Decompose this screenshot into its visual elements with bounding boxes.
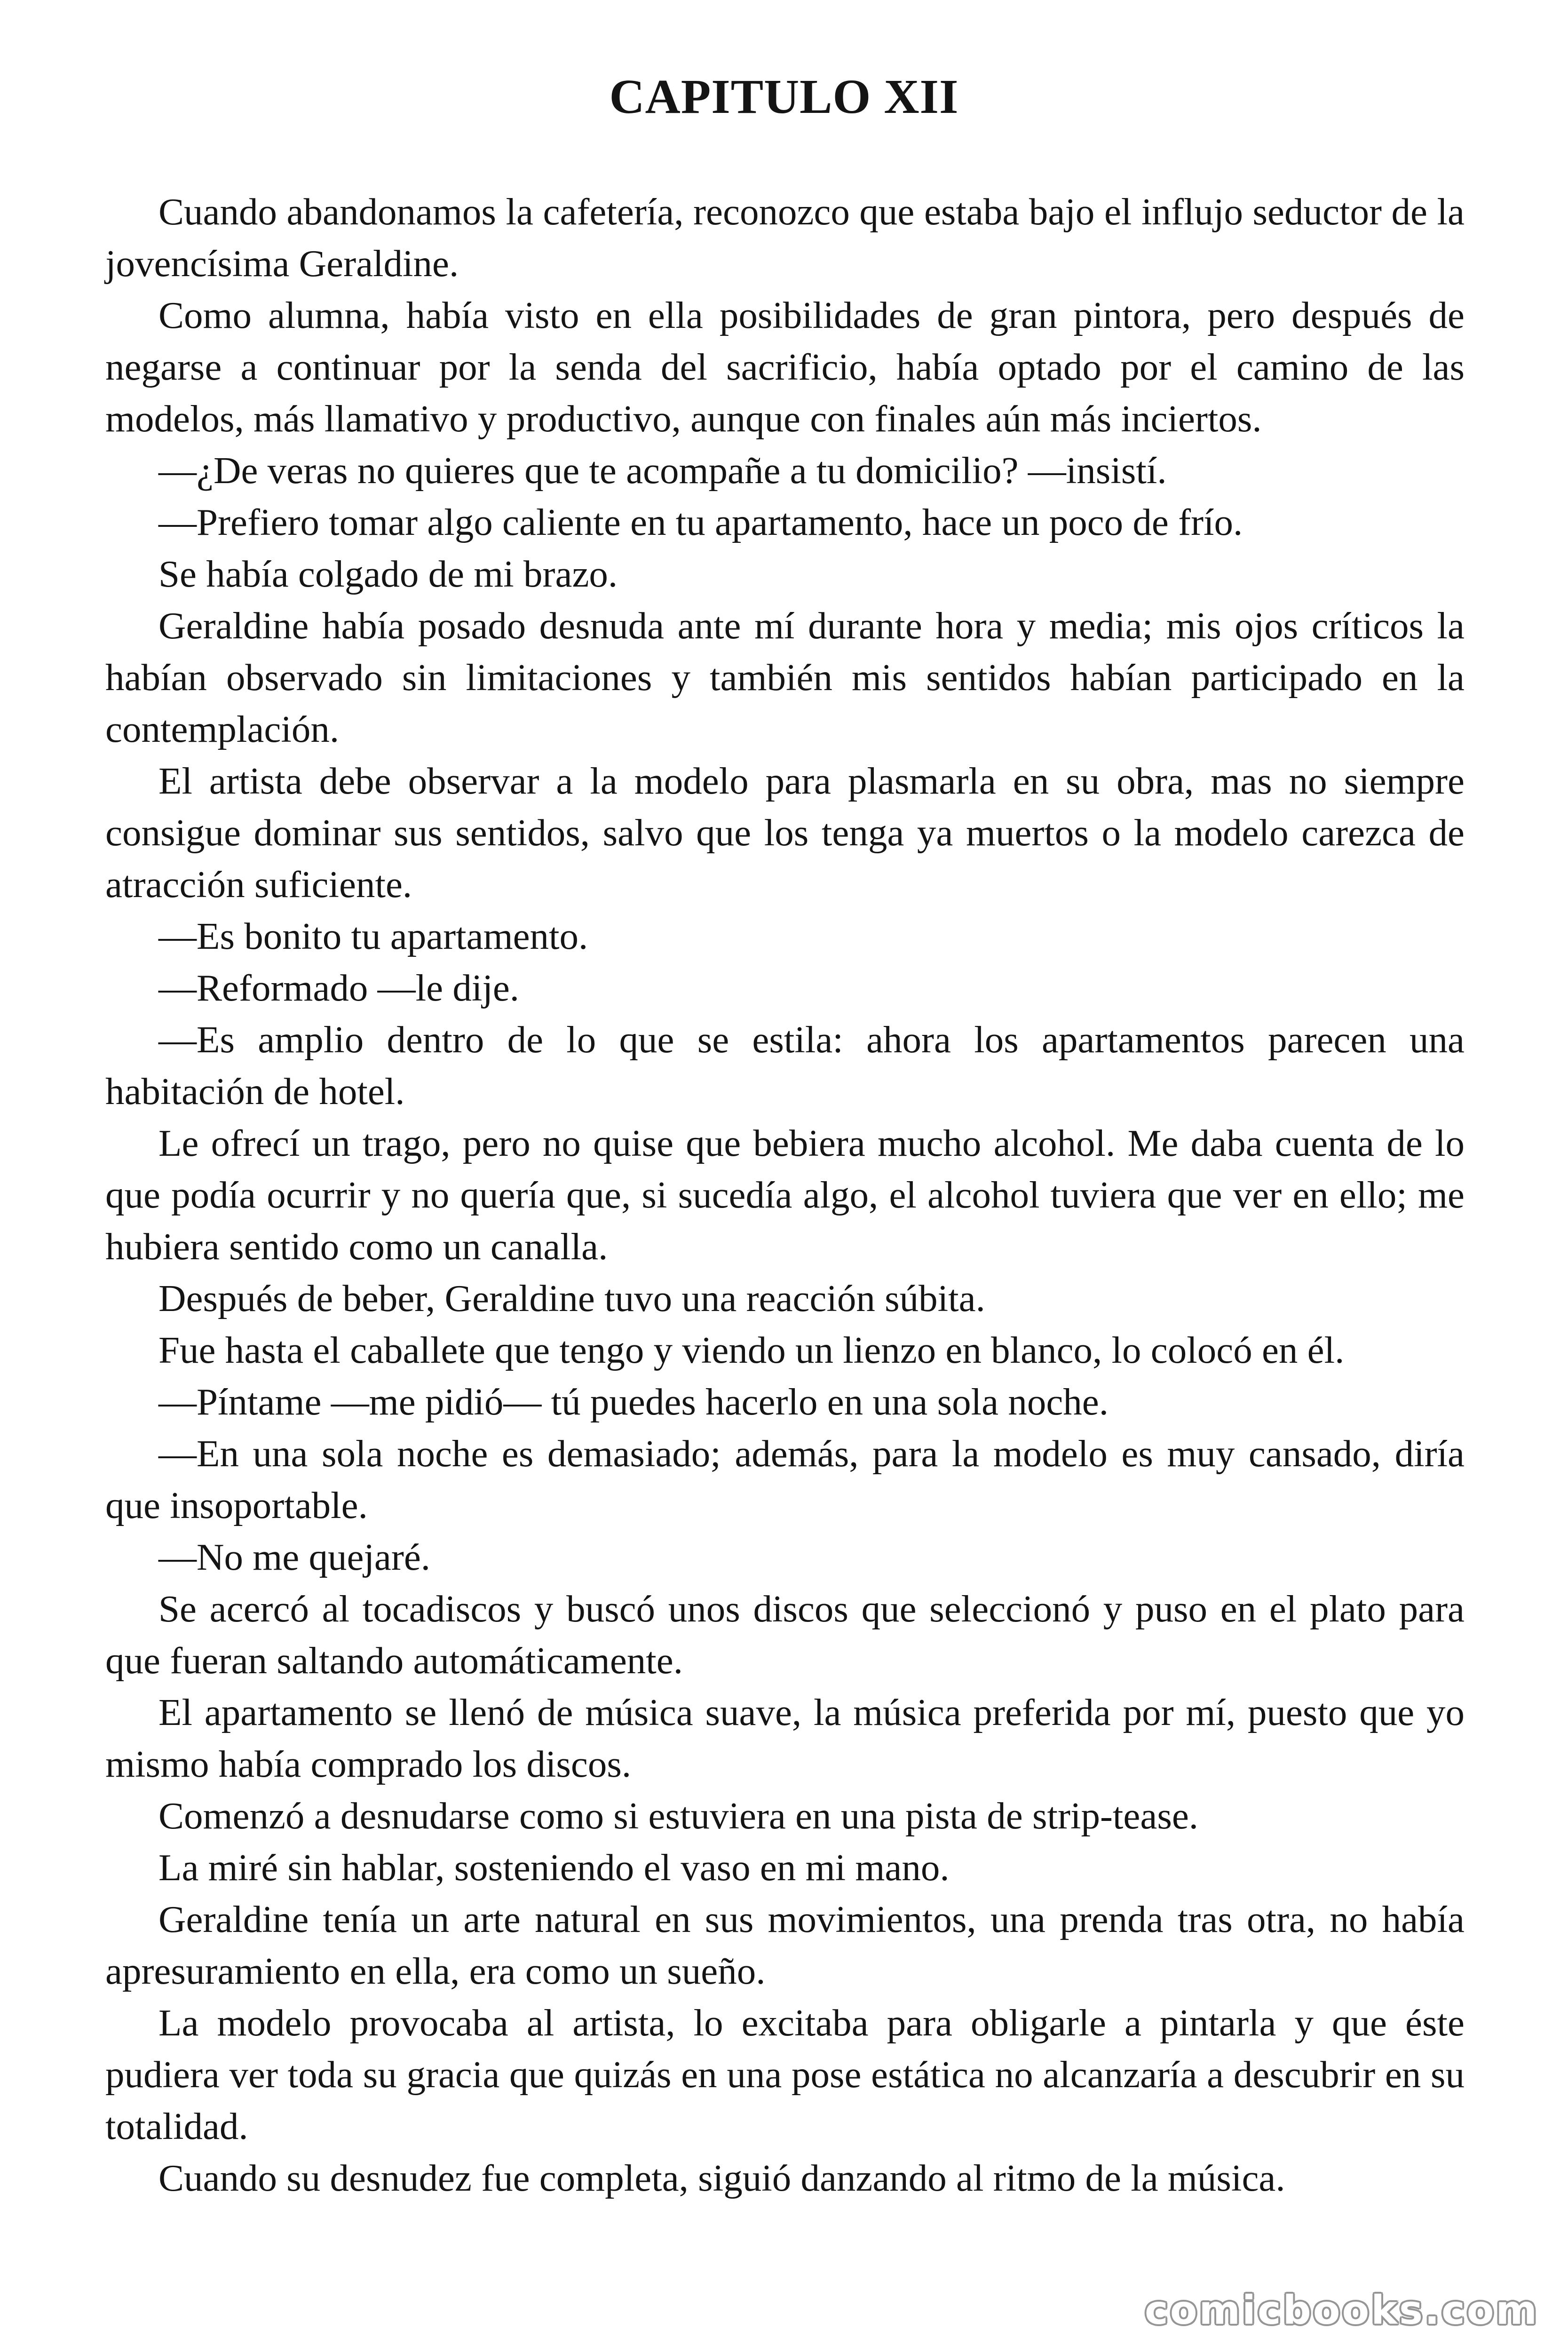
paragraph: —Es amplio dentro de lo que se estila: ahora los apartamentos parecen una habitación de hotel. [105, 1018, 1465, 1112]
paragraph: —Prefiero tomar algo caliente en tu apartamento, hace un poco de frío. [158, 501, 1243, 543]
paragraph: Geraldine tenía un arte natural en sus movimientos, una prenda tras otra, no había apresuramiento en ella, era como un sueño. [105, 1898, 1465, 1992]
paragraph: —Reformado —le dije. [158, 967, 520, 1009]
paragraph: La modelo provocaba al artista, lo excitaba para obligarle a pintarla y que éste pudiera ver toda su gracia que quizás en una pose estática no alcanzaría a descubrir en su totalidad. [105, 2002, 1465, 2147]
paragraph: Después de beber, Geraldine tuvo una reacción súbita. [158, 1277, 985, 1319]
paragraph: —Es bonito tu apartamento. [158, 915, 588, 957]
paragraph: Como alumna, había visto en ella posibilidades de gran pintora, pero después de negarse a continuar por la senda del sacrificio, había optado por el camino de las modelos, más llamativo y productivo, aunque con finales aún más inciertos. [105, 294, 1465, 440]
chapter-body [105, 186, 1465, 2204]
chapter-title: CAPITULO XII [609, 70, 959, 124]
paragraph: —¿De veras no quieres que te acompañe a tu domicilio? —insistí. [158, 449, 1167, 492]
paragraph: El artista debe observar a la modelo para plasmarla en su obra, mas no siempre consigue dominar sus sentidos, salvo que los tenga ya muertos o la modelo carezca de atracción suficiente. [105, 760, 1465, 906]
paragraph: Cuando abandonamos la cafetería, reconozco que estaba bajo el influjo seductor de la jovencísima Geraldine. [105, 191, 1465, 285]
paragraph: Se había colgado de mi brazo. [158, 553, 618, 595]
watermark: comicbooks.com [1145, 2287, 1539, 2333]
paragraph: Fue hasta el caballete que tengo y viendo un lienzo en blanco, lo colocó en él. [158, 1329, 1345, 1371]
paragraph: Cuando su desnudez fue completa, siguió danzando al ritmo de la música. [158, 2157, 1285, 2199]
paragraph: —Píntame —me pidió— tú puedes hacerlo en una sola noche. [158, 1381, 1109, 1423]
paragraph: La miré sin hablar, sosteniendo el vaso en mi mano. [158, 1846, 950, 1889]
paragraph: —En una sola noche es demasiado; además, para la modelo es muy cansado, diría que insoportable. [105, 1432, 1465, 1526]
paragraph: Se acercó al tocadiscos y buscó unos discos que seleccionó y puso en el plato para que fueran saltando automáticamente. [105, 1588, 1465, 1682]
paragraph: —No me quejaré. [158, 1536, 431, 1578]
paragraph: Le ofrecí un trago, pero no quise que bebiera mucho alcohol. Me daba cuenta de lo que podía ocurrir y no quería que, si sucedía algo, el alcohol tuviera que ver en ello; me hubiera sentido como un canalla. [105, 1122, 1465, 1268]
paragraph: Geraldine había posado desnuda ante mí durante hora y media; mis ojos críticos la habían observado sin limitaciones y también mis sentidos habían participado en la contemplación. [105, 604, 1465, 750]
paragraph: Comenzó a desnudarse como si estuviera en una pista de strip-tease. [158, 1795, 1199, 1837]
paragraph: El apartamento se llenó de música suave, la música preferida por mí, puesto que yo mismo había comprado los discos. [105, 1691, 1465, 1785]
